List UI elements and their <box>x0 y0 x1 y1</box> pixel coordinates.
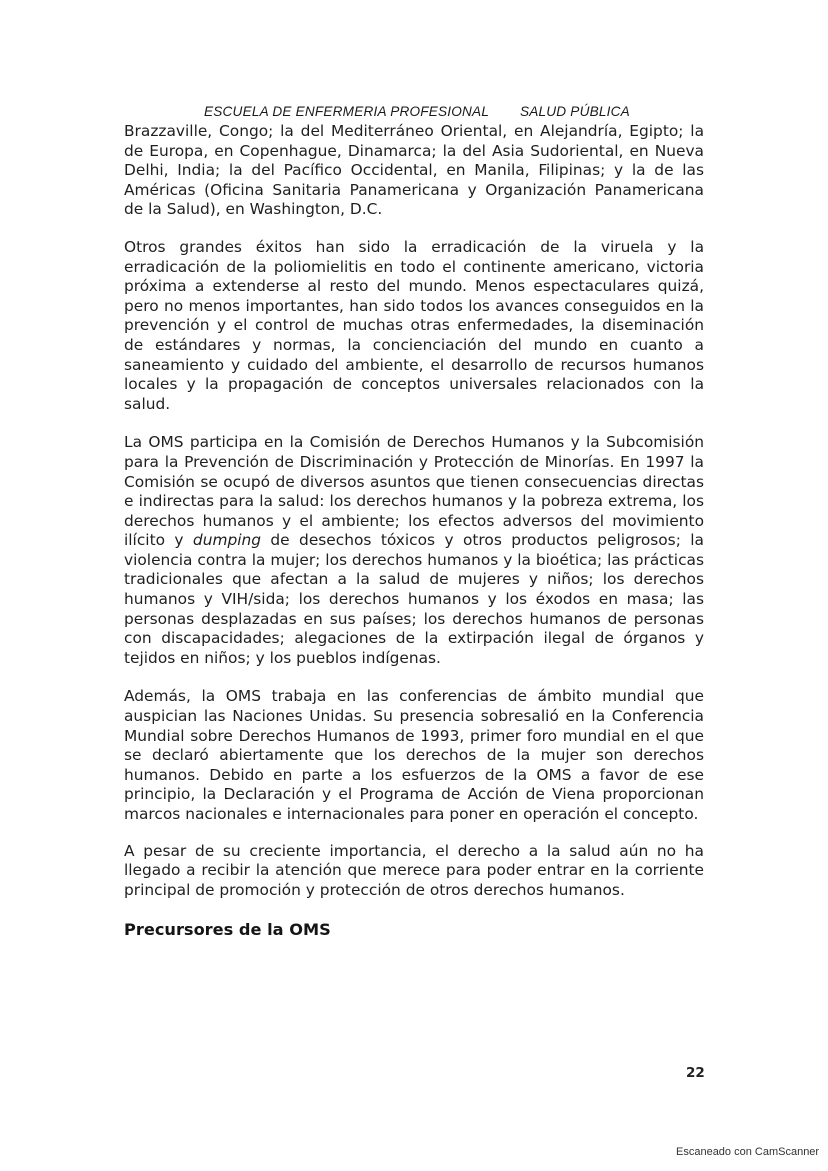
page-number: 22 <box>686 1065 705 1081</box>
paragraph-right-to-health: A pesar de su creciente importancia, el derecho a la salud aún no ha llegado a recibir la atención que merece para poder entrar en la corriente principal de promoción y protección de otros derechos humanos. <box>124 841 704 899</box>
paragraph-text-before: La OMS participa en la Comisión de Derechos Humanos y la Subcomisión para la Prevención de Discriminación y Protección de Minorías. En 1997 la Comisión se ocupó de diversos asuntos que tienen consecuencias directas e indirectas para la salud: los derechos humanos y la pobreza extrema, los derechos humanos y el ambiente; los efectos adversos del movimiento ilícito y <box>124 433 704 550</box>
page-body <box>124 122 704 939</box>
paragraph-regional-offices: Brazzaville, Congo; la del Mediterráneo Oriental, en Alejandría, Egipto; la de Europa, en Copenhague, Dinamarca; la del Asia Sudoriental, en Nueva Delhi, India; la del Pacífico Occidental, en Manila, Filipinas; y la de las Américas (Oficina Sanitaria Panamericana y Organización Panamericana de la Salud), en Washington, D.C. <box>124 122 704 219</box>
paragraph-emphasis: dumping <box>192 531 262 550</box>
section-heading: Precursores de la OMS <box>124 920 331 940</box>
paragraph-world-conferences: Además, la OMS trabaja en las conferencias de ámbito mundial que auspician las Naciones Unidas. Su presencia sobresalió en la Conferencia Mundial sobre Derechos Humanos de 1993, primer foro mundial en el que se declaró abiertamente que los derechos de la mujer son derechos humanos. Debido en parte a los esfuerzos de la OMS a favor de ese principio, la Declaración y el Programa de Acción de Viena proporcionan marcos nacionales e internacionales para poner en operación el concepto. <box>124 687 704 823</box>
paragraph-text-after: de desechos tóxicos y otros productos peligrosos; la violencia contra la mujer; los derechos humanos y la bioética; las prácticas tradicionales que afectan a la salud de mujeres y niños; los derechos humanos y VIH/sida; los derechos humanos y los éxodos en masa; las personas desplazadas en sus países; los derechos humanos de personas con discapacidades; alegaciones de la extirpación ilegal de órganos y tejidos en niños; y los pueblos indígenas. <box>124 531 704 667</box>
paragraph-achievements: Otros grandes éxitos han sido la erradicación de la viruela y la erradicación de la poliomielitis en todo el continente americano, victoria próxima a extenderse al resto del mundo. Menos espectaculares quizá, pero no menos importantes, han sido todos los avances conseguidos en la prevención y el control de muchas otras enfermedades, la diseminación de estándares y normas, la concienciación del mundo en cuanto a saneamiento y cuidado del ambiente, el desarrollo de recursos humanos locales y la propagación de conceptos universales relacionados con la salud. <box>124 237 704 413</box>
paragraph-human-rights-commission <box>124 433 704 668</box>
scanner-watermark: Escaneado con CamScanner <box>676 1146 820 1158</box>
school-name: ESCUELA DE ENFERMERIA PROFESIONAL <box>204 104 490 119</box>
page-header <box>0 104 828 124</box>
subject-name: SALUD PÚBLICA <box>520 104 630 119</box>
